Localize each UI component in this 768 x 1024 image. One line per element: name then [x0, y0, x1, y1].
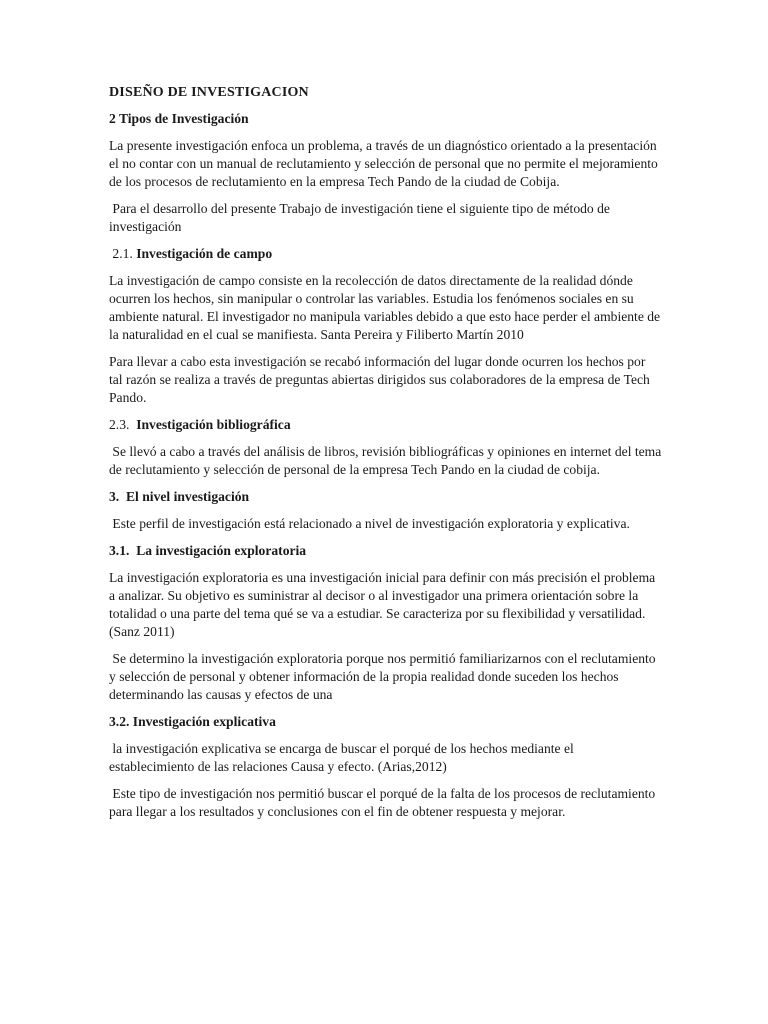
paragraph-campo-aplicacion: Para llevar a cabo esta investigación se recabó información del lugar donde ocurren los hechos por tal razón se realiza a través de preguntas abiertas dirigidos sus colaboradores de la empresa de Tech Pando. — [109, 354, 650, 405]
heading-investigacion-campo — [109, 245, 662, 263]
paragraph-explicativa-definicion: la investigación explicativa se encarga de buscar el porqué de los hechos mediante el establecimiento de las relaciones Causa y efecto. (Arias,2012) — [109, 741, 578, 774]
paragraph-metodo: Para el desarrollo del presente Trabajo de investigación tiene el siguiente tipo de método de investigación — [109, 201, 614, 234]
paragraph-explicativa-aplicacion: Este tipo de investigación nos permitió buscar el porqué de la falta de los procesos de reclutamiento para llegar a los resultados y conclusiones con el fin de obtener respuesta y mejorar. — [109, 786, 659, 819]
heading-text: Investigación bibliográfica — [136, 417, 291, 432]
heading-investigacion-bibliografica — [109, 416, 662, 434]
heading-nivel-investigacion: 3. El nivel investigación — [109, 489, 250, 504]
paragraph-nivel: Este perfil de investigación está relacionado a nivel de investigación exploratoria y explicativa. — [109, 516, 630, 531]
heading-investigacion-explicativa: 3.2. Investigación explicativa — [109, 714, 276, 729]
paragraph-exploratoria-aplicacion: Se determino la investigación exploratoria porque nos permitió familiarizarnos con el reclutamiento y selección de personal y obtener información de la propia realidad donde suceden los hechos determinando las causas y efectos de una — [109, 651, 660, 702]
paragraph-intro: La presente investigación enfoca un problema, a través de un diagnóstico orientado a la presentación el no contar con un manual de reclutamiento y selección de personal que no permite el mejoramiento de los procesos de reclutamiento en la empresa Tech Pando de la ciudad de Cobija. — [109, 138, 658, 189]
heading-number: 2.1. — [109, 246, 137, 261]
paragraph-exploratoria-definicion: La investigación exploratoria es una investigación inicial para definir con más precisión el problema a analizar. Su objetivo es suministrar al decisor o al investigador una primera orientación sobre la totalidad o una parte del tema qué se va a estudiar. Se caracteriza por su flexibilidad y versatilidad. (Sanz 2011) — [109, 570, 659, 639]
heading-investigacion-exploratoria: 3.1. La investigación exploratoria — [109, 543, 307, 558]
document-title: DISEÑO DE INVESTIGACION — [109, 85, 309, 100]
heading-number: 2.3. — [109, 417, 137, 432]
heading-text: Investigación de campo — [136, 246, 273, 261]
paragraph-campo-definicion: La investigación de campo consiste en la recolección de datos directamente de la realidad dónde ocurren los hechos, sin manipular o controlar las variables. Estudia los fenómenos sociales en su ambiente natural. El investigador no manipula variables debido a que esto hace perder el ambiente de la naturalidad en el cual se manifiesta. Santa Pereira y Filiberto Martín 2010 — [109, 273, 661, 342]
paragraph-bibliografica: Se llevó a cabo a través del análisis de libros, revisión bibliográficas y opiniones en internet del tema de reclutamiento y selección de personal de la empresa Tech Pando en la ciudad de cobija. — [109, 444, 665, 477]
heading-tipos-investigacion: 2 Tipos de Investigación — [109, 111, 249, 126]
